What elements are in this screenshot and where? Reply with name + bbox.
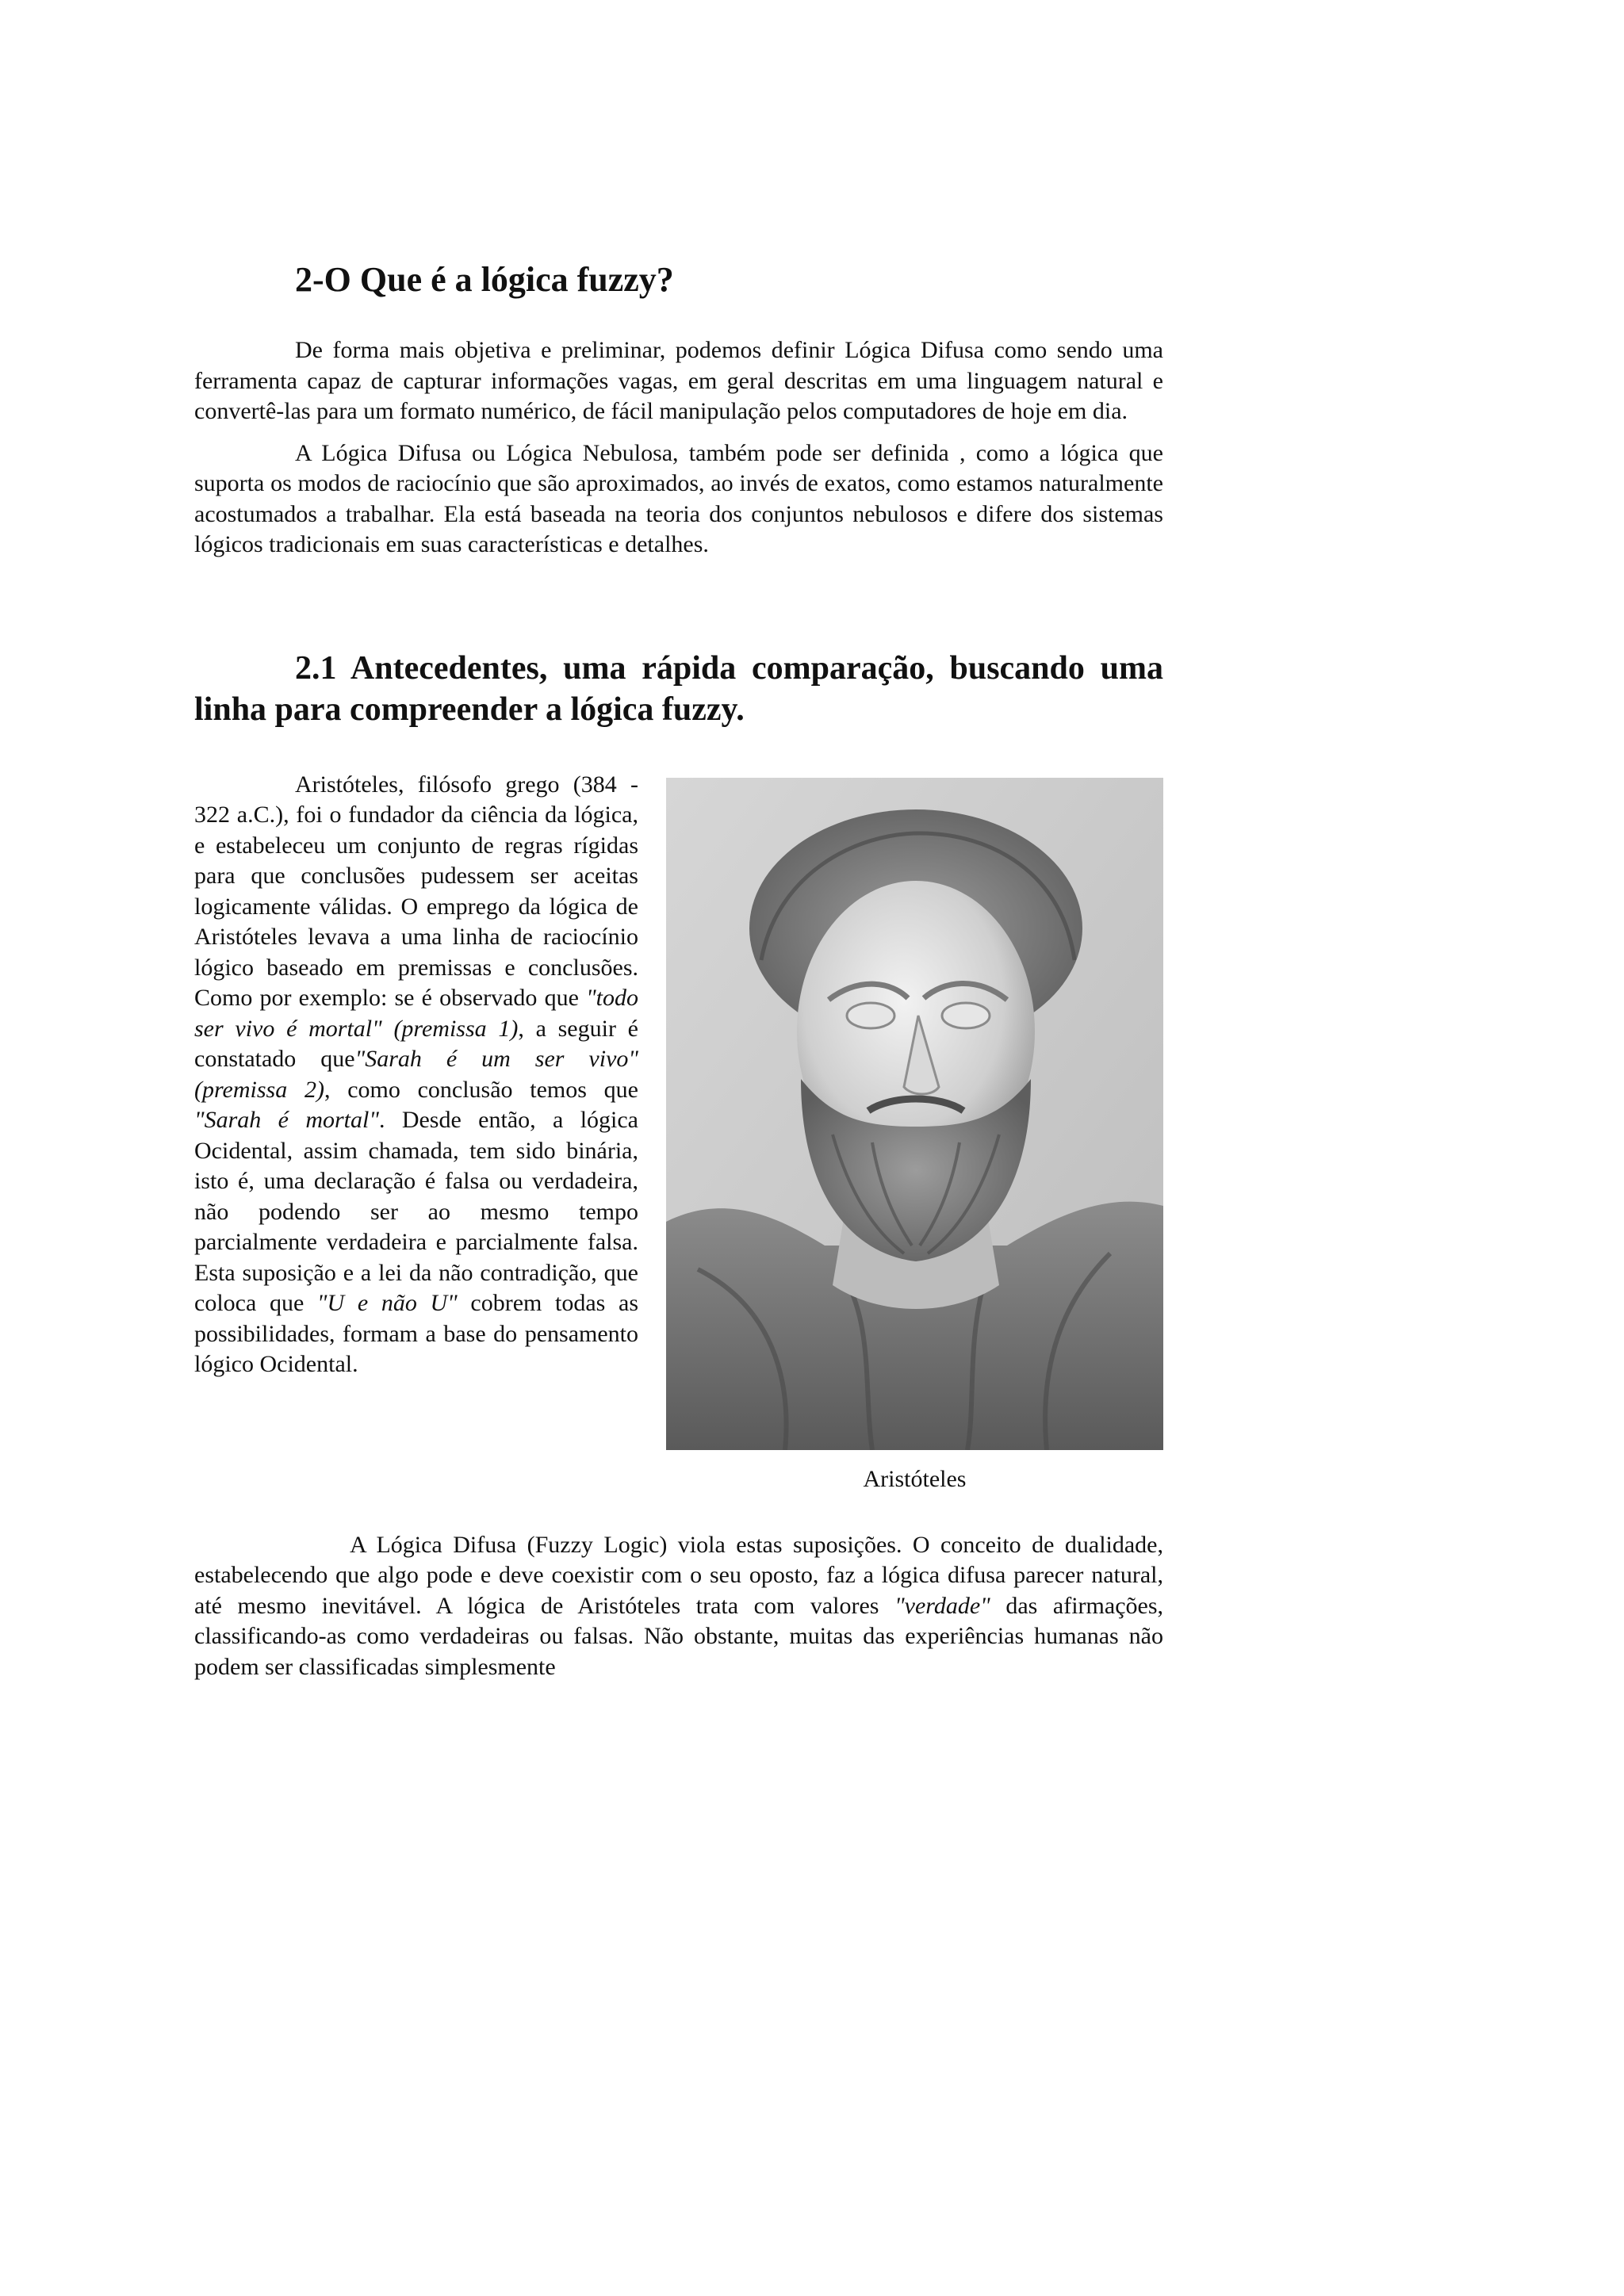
text-run: . Desde então, a lógica Ocidental, assim chamada, tem sido binária, isto é, uma declaração é falsa ou verdadeira, não podendo ser ao mesmo tempo parcialmente verdadeira e parcialmente falsa. Esta suposição e a lei da não contradição, que coloca que: [194, 1107, 638, 1316]
text-run: das afirmações, classificando-as como verdadeiras ou falsas. Não obstante, muitas das experiências humanas não podem ser classificadas simplesmente: [194, 1592, 1163, 1680]
paragraph-aristotle: [194, 770, 638, 1380]
text-run: cobrem todas as possibilidades, formam a base do pensamento lógico Ocidental.: [194, 1290, 638, 1377]
text-run: A Lógica Difusa (Fuzzy Logic) viola estas suposições. O conceito de dualidade, estabelecendo que algo pode e deve coexistir com o seu oposto, faz a lógica difusa parecer natural, até mesmo inevitável. A lógica de Aristóteles trata com valores: [194, 1531, 1163, 1619]
paragraph-nebulosa: A Lógica Difusa ou Lógica Nebulosa, também pode ser definida , como a lógica que suporta os modos de raciocínio que são aproximados, ao invés de exatos, como estamos naturalmente acostumados a trabalhar. Ela está baseada na teoria dos conjuntos nebulosos e difere dos sistemas lógicos tradicionais em suas características e detalhes.: [194, 439, 1163, 557]
italic-verdade: "verdade": [894, 1592, 990, 1619]
text-run: Aristóteles, filósofo grego (384 - 322 a.C.), foi o fundador da ciência da lógica, e estabeleceu um conjunto de regras rígidas para que conclusões pudessem ser aceitas logicamente válidas. O emprego da lógica de Aristóteles levava a uma linha de raciocínio lógico baseado em premissas e conclusões. Como por exemplo: se é observado que: [194, 771, 638, 1011]
italic-u-not-u: "U e não U": [316, 1290, 458, 1316]
italic-conclusion: "Sarah é mortal": [194, 1107, 379, 1133]
figure-caption: Aristóteles: [863, 1465, 967, 1492]
text-run: , a seguir é constatado que: [194, 1015, 638, 1072]
italic-premise-1: "todo ser vivo é mortal" (premissa 1): [194, 985, 638, 1042]
page-content: [194, 258, 1163, 1682]
aristotle-bust-image: [666, 778, 1163, 1450]
aristotle-figure: [666, 770, 1163, 1494]
paragraph-definition: De forma mais objetiva e preliminar, podemos definir Lógica Difusa como sendo uma ferramenta capaz de capturar informações vagas, em geral descritas em uma linguagem natural e convertê-las para um formato numérico, de fácil manipulação pelos computadores de hoje em dia.: [194, 337, 1163, 424]
text-run: , como conclusão temos que: [324, 1076, 638, 1103]
section-title: 2-O Que é a lógica fuzzy?: [295, 260, 674, 299]
aristotle-text-column: [194, 770, 638, 1380]
text-figure-row: [194, 770, 1163, 1494]
italic-premise-2: "Sarah é um ser vivo" (premissa 2): [194, 1046, 639, 1103]
paragraph-fuzzy-violates: [194, 1530, 1163, 1683]
subsection-title: 2.1 Antecedentes, uma rápida comparação, buscando uma linha para compreender a lógica fuzzy.: [194, 649, 1163, 728]
